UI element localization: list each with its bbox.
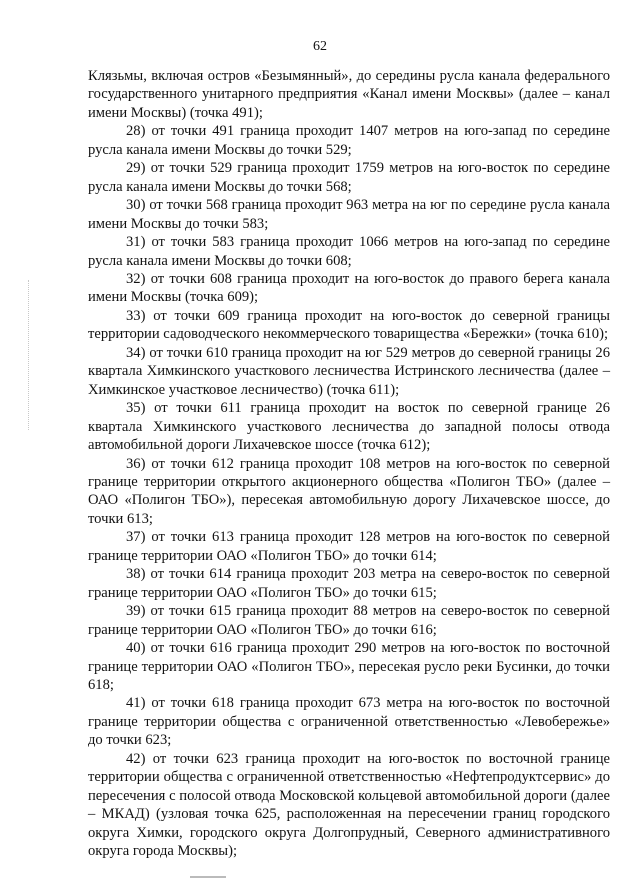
document-body <box>88 67 610 860</box>
list-item: 32) от точки 608 граница проходит на юго-восток до правого берега канала имени Москвы (точка 609); <box>88 270 610 306</box>
list-item: 33) от точки 609 граница проходит на юго-восток до северной границы территории садоводческого некоммерческого товарищества «Бережки» (точка 610); <box>88 307 610 343</box>
list-item: 35) от точки 611 граница проходит на восток по северной границе 26 квартала Химкинского участкового лесничества до западной полосы отвода автомобильной дороги Лихачевское шоссе (точка 612); <box>88 400 610 454</box>
list-item: 42) от точки 623 граница проходит на юго-восток по восточной границе территории общества с ограниченной ответственностью «Нефтепродуктсервис» до пересечения с полосой отвода Московской кольцевой автомобильной дороги (далее – МКАД) (узловая точка 625, расположенная на пересечении границ городского округа Химки, городского округа Долгопрудный, Северного административного округа города Москвы); <box>88 750 610 860</box>
list-item: 38) от точки 614 граница проходит 203 метра на северо-восток по северной границе территории ОАО «Полигон ТБО» до точки 615; <box>88 566 610 601</box>
list-item: 37) от точки 613 граница проходит 128 метров на юго-восток по северной границе территории ОАО «Полигон ТБО» до точки 614; <box>88 529 610 564</box>
list-item: 36) от точки 612 граница проходит 108 метров на юго-восток по северной границе территории открытого акционерного общества «Полигон ТБО» (далее – ОАО «Полигон ТБО»), пересекая автомобильную дорогу Лихачевское шоссе, до точки 613; <box>88 455 610 527</box>
intro-paragraph: Клязьмы, включая остров «Безымянный», до середины русла канала федерального государственного унитарного предприятия «Канал имени Москвы» (далее – канал имени Москвы) (точка 491); <box>88 68 610 121</box>
list-item: 31) от точки 583 граница проходит 1066 метров на юго-запад по середине русла канала имени Москвы до точки 608; <box>88 234 610 269</box>
scan-bottom-mark <box>190 876 226 878</box>
list-item: 40) от точки 616 граница проходит 290 метров на юго-восток по восточной границе территории ОАО «Полигон ТБО», пересекая русло реки Бусинки, до точки 618; <box>88 640 610 693</box>
scan-margin-mark <box>28 280 30 430</box>
list-item: 34) от точки 610 граница проходит на юг 529 метров до северной границы 26 квартала Химкинского участкового лесничества Истринского лесничества (далее – Химкинское участковое лесничество) (точка 611); <box>88 344 610 398</box>
list-item: 39) от точки 615 граница проходит 88 метров на северо-восток по северной границе территории ОАО «Полигон ТБО» до точки 616; <box>88 603 610 638</box>
list-item: 41) от точки 618 граница проходит 673 метра на юго-восток по восточной границе территории общества с ограниченной ответственностью «Левобережье» до точки 623; <box>88 695 610 749</box>
page-number: 62 <box>313 39 327 54</box>
list-item: 29) от точки 529 граница проходит 1759 метров на юго-восток по середине русла канала имени Москвы до точки 568; <box>88 160 610 195</box>
list-item: 30) от точки 568 граница проходит 963 метра на юг по середине русла канала имени Москвы до точки 583; <box>88 197 610 232</box>
list-item: 28) от точки 491 граница проходит 1407 метров на юго-запад по середине русла канала имени Москвы до точки 529; <box>88 123 610 158</box>
